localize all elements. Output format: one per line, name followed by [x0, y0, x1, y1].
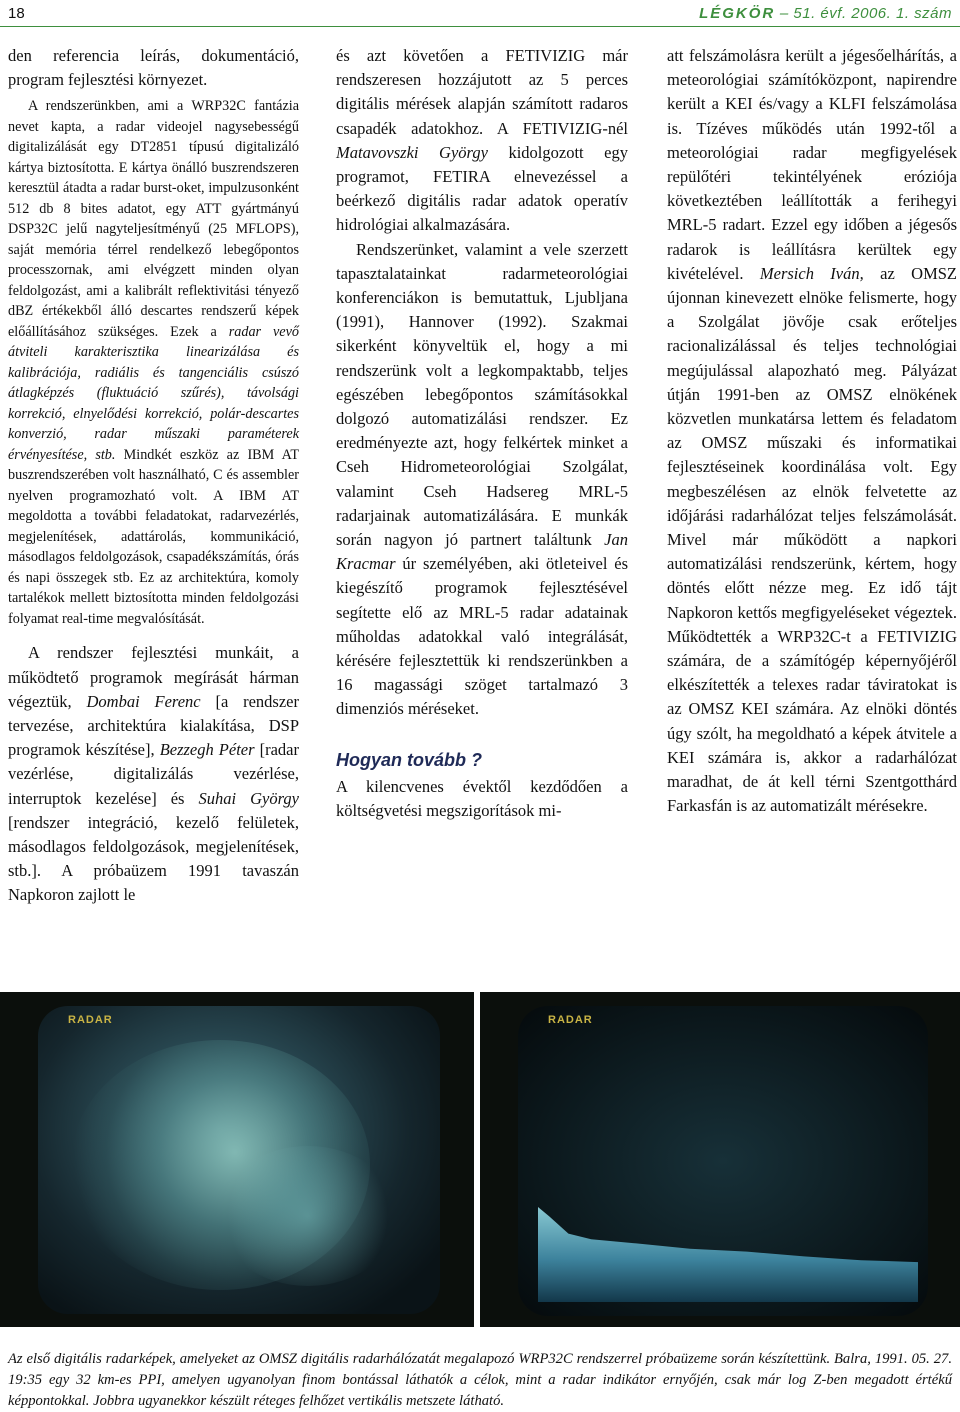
journal-issue: – 51. évf. 2006. 1. szám — [779, 5, 952, 22]
text-run: [a rendszer tervezése, architektúra kialakítása, DSP programok készítése], — [8, 691, 299, 760]
text-run: [radar vezérlése, digitalizálás vezérlése, interruptok kezelése] és — [8, 740, 299, 808]
person-name: Mersich Iván, — [759, 263, 864, 283]
column-3 — [667, 44, 957, 819]
radar-screen-label: RADAR — [548, 1014, 593, 1026]
column-2 — [336, 44, 628, 823]
person-name: Suhai György — [198, 788, 299, 808]
journal-brand: LÉGKÖR — [699, 5, 776, 22]
paragraph: A kilencvenes évektől kezdődően a költségvetési megszigorítások mi- — [336, 776, 628, 820]
vertical-section-echo — [538, 1207, 918, 1302]
text-run: A rendszer fejlesztési munkáit, a működtető programok megírását hárman végeztük, — [8, 643, 299, 711]
paragraph — [336, 44, 628, 238]
radar-screen — [518, 1006, 928, 1316]
emphasis-run: radar vevő átviteli karakterisztika linearizálása és kalibrációja, radiális és tangenciális csúszó átlagképzés (fluktuáció szűrés), távolsági korrekció, elnyelődési korrekció, polár-descartes konverzió, radar műszaki paraméterek érvényesítése, stb. — [8, 323, 299, 463]
paragraph — [336, 238, 628, 722]
person-name: Jan Kracmar — [336, 530, 628, 574]
page-header — [0, 0, 960, 30]
text-run: Mindkét eszköz az IBM AT buszrendszerében volt használható, C és assembler nyelven programozható volt. A IBM AT megoldotta a további feladatokat, radarvezérlés, megjelenítések, adattárolás, kommunikáció, másodlagos feldolgozások, csapadékszámítás, órás és napi összegek stb. Ez az architektúra, komoly tartalékok mellett biztosította minden feldolgozási folyamat real-time megvalósítását. — [8, 446, 299, 627]
text-run: az OMSZ újonnan kinevezett elnöke felismerte, hogy a Szolgálat jövője csak erőteljes racionalizálással és teljes technológiai megújulással alapozható meg. Pályázat útján 1991-ben az OMSZ elnökének közvetlen munkatársa lettem és feladatom az OMSZ műszaki és informatikai fejlesztéseinek koordinálása volt. Egy megbeszélésen az elnök felvetette az időjárási radarhálózat teljes felszámolását. Mivel már működött a napkori automatizálási rendszerünk, kértem, hogy döntés előtt nézze meg. Ez idő tájt Napkoron kettős megfigyeléseket végeztek. Működtették a WRP32C-t a FETIVIZIG számára, de a számítógép képernyőjéről elkészítették a telexes radar táviratokat is az OMSZ KEI számára. Az elnöki döntés úgy szólt, ha megoldható a képek átvitele a KEI számára is, akkor a radarhálózat maradhat, de át kell térni Szentgotthárd Farkasfán is az automatizált mérésekre. — [667, 263, 957, 816]
column-1 — [8, 44, 299, 908]
radar-vertical-section-photo — [480, 992, 960, 1327]
person-name: Matavovszki György — [336, 142, 488, 162]
text-run: kidolgozott egy programot, FETIRA elnevezéssel a beérkező digitális radar adatok operatív hidrológiai alkalmazására. — [336, 142, 628, 235]
radar-screen-label: RADAR — [68, 1014, 113, 1026]
person-name: Bezzegh Péter — [159, 740, 255, 760]
paragraph — [8, 96, 299, 629]
text-run: úr személyében, aki ötleteivel és kiegészítő programok fejlesztésével segítette elő az MRL-5 radar adatainak műholdas adatokkal való integrálását, kérésére fejlesztettük ki rendszerünkben a 16 magassági szöget tartalmazó 3 dimenziós méréseket. — [336, 554, 628, 719]
page-number: 18 — [8, 5, 25, 22]
person-name: Dombai Ferenc — [86, 691, 201, 711]
radar-screen — [38, 1006, 440, 1314]
header-rule — [0, 26, 960, 27]
radar-ppi-photo — [0, 992, 474, 1327]
journal-title — [699, 5, 952, 22]
paragraph — [667, 44, 957, 819]
text-run: att felszámolásra került a jégesőelhárítás, a meteorológiai számítóközpont, napirendre került a KEI és/vagy a KLFI felszámolása is. Tízéves működés után 1992-től a meteorológiai radar megfigyelések repülőtéri tekintélyének eróziója következtében leállították a ferihegyi MRL-5 radart. Ezzel egy időben a jégesős radarok is leállításra kerültek egy kivételével. — [667, 46, 957, 283]
radar-photos — [0, 992, 960, 1327]
text-run: [rendszer integráció, kezelő felületek, másodlagos feldolgozások, megjelenítések, stb.]. A próbaüzem 1991 tavaszán Napkoron zajlott le — [8, 812, 299, 905]
text-run: A rendszerünkben, ami a WRP32C fantázia nevet kapta, a radar videojel nagysebességű digitalizálását egy DT2851 típusú digitalizáló kártya biztosította. E kártya önálló buszrendszeren keresztül átadta a radar burst-oket, impulzusonként 512 db 8 bites adatot, egy ATT gyártmányú DSP32C jelű nagyteljesítményű (25 MFLOPS), saját memória térrel rendelkező lebegőpontos processzornak, ami elvégzett minden olyan feldolgozást, ami a kalibrált reflektivitási tényező dBZ értékekből álló descartes rendszerű képek előállításához szükséges. Ezek a — [8, 98, 299, 340]
text-run: Rendszerünket, valamint a vele szerzett tapasztalatainkat radarmeteorológiai konferenciákon is bemutattuk, Ljubljana (1991), Hannover (1992). Szakmai sikerként könyveltük el, hogy a mi rendszerünk volt a legkompaktabb, teljes egészében lebegőpontos számításokkal dolgozó automatizálási rendszer. Ez eredményezte azt, hogy felkértek minket a Cseh Hidrometeorológiai Szolgálat, valamint Cseh Hadsereg MRL-5 radarjainak automatizálására. E munkák során nagyon jó partnert találtunk — [336, 239, 628, 550]
section-heading: Hogyan tovább ? — [336, 749, 483, 770]
ppi-echo — [218, 1146, 398, 1286]
text-run: és azt követően a FETIVIZIG már rendszeresen hozzájutott az 5 perces digitális mérések alapján számított radaros csapadék adatokhoz. A FETIVIZIG-nél — [336, 46, 628, 138]
figure-caption: Az első digitális radarképek, amelyeket az OMSZ digitális radarhálózatát megalapozó WRP32C rendszerrel próbaüzeme során készítettünk. Balra, 1991. 05. 27. 19:35 egy 32 km-es PPI, amelyen ugyanolyan finom bontással láthatók a célok, mint a radar indikátor ernyőjén, csak már log Z-ben megadott értékű képpontokkal. Jobbra ugyanekkor készült réteges felhőzet vertikális metszete látható. — [8, 1350, 952, 1409]
paragraph: den referencia leírás, dokumentáció, program fejlesztési környezet. — [8, 46, 299, 90]
paragraph — [8, 641, 299, 907]
